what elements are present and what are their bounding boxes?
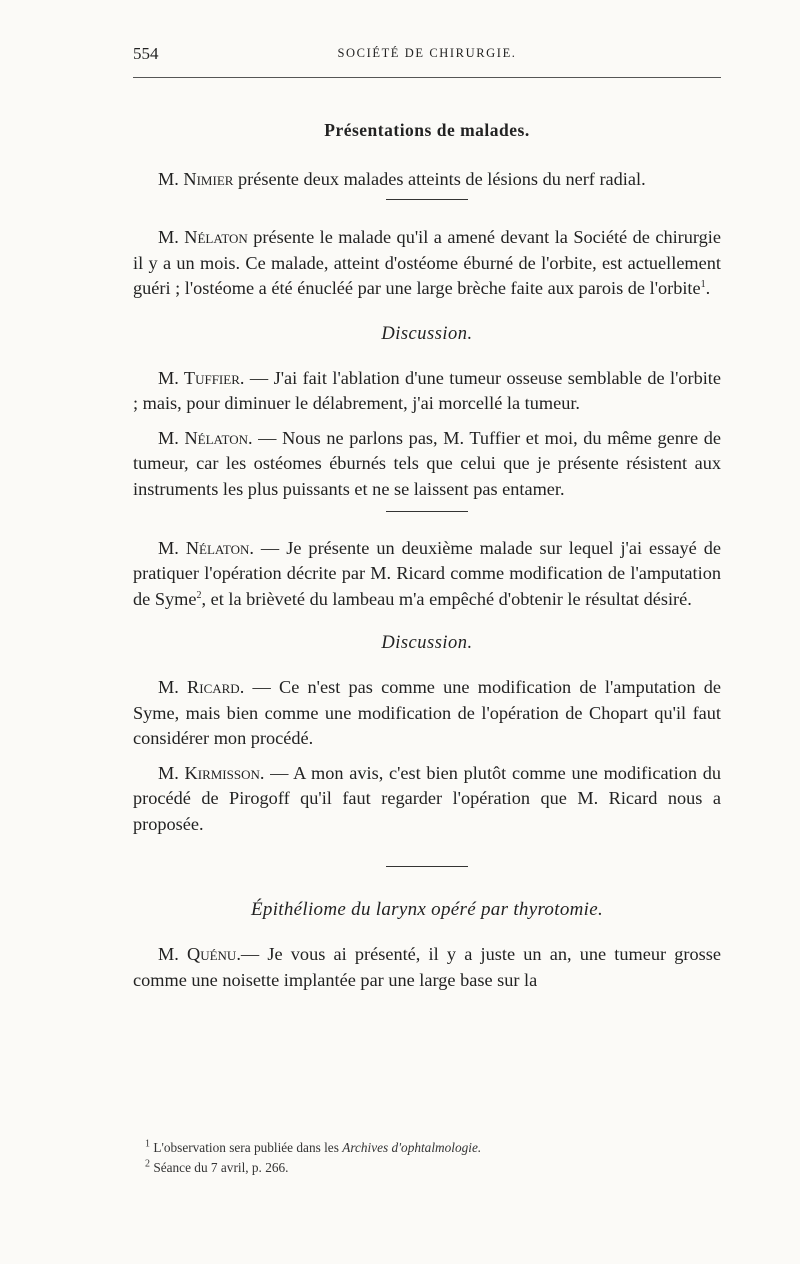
paragraph-kirmisson bbox=[133, 761, 721, 838]
footnote-1 bbox=[133, 1138, 721, 1158]
footnote-ref: 2 bbox=[196, 589, 202, 601]
speaker-name: M. Tuffier. bbox=[158, 367, 245, 388]
paragraph-text: — Je présente un deuxième malade sur lequel j'ai essayé de pratiquer l'opération décrite par M. Ricard comme modification de l'amputation de Syme bbox=[133, 537, 722, 609]
footnote-mark: 2 bbox=[145, 1158, 150, 1170]
paragraph-text: — Nous ne parlons pas, M. Tuffier et moi, du même genre de tumeur, car les ostéomes éburnés tels que celui que je présente résistent aux instruments les plus puissants et ne se laissent pas entamer. bbox=[133, 427, 721, 499]
speaker-name: M. Quénu. bbox=[158, 944, 241, 965]
paragraph-text: présente deux malades atteints de lésions du nerf radial. bbox=[233, 168, 646, 189]
footnote-text: Séance du 7 avril, p. 266. bbox=[153, 1160, 289, 1175]
speaker-name: M. Nimier bbox=[158, 168, 234, 189]
speaker-name: M. Nélaton bbox=[158, 227, 248, 248]
running-head: SOCIÉTÉ DE CHIRURGIE. bbox=[337, 46, 517, 60]
page-number: 554 bbox=[133, 44, 159, 63]
paragraph-nelaton-2 bbox=[133, 426, 721, 503]
footnote-2 bbox=[133, 1158, 721, 1178]
footnote-mark: 1 bbox=[145, 1138, 150, 1150]
paragraph-tuffier bbox=[133, 366, 721, 417]
page-header bbox=[133, 44, 721, 74]
paragraph-text: présente le malade qu'il a amené devant la Société de chirurgie il y a un mois. Ce malade, atteint d'ostéome éburné de l'orbite, est actuellement guéri ; l'ostéome a été énucléé par une large brèche faite aux parois de l'orbite bbox=[133, 227, 721, 299]
footnotes bbox=[133, 1138, 721, 1178]
section-heading: Épithéliome du larynx opéré par thyrotomie. bbox=[250, 899, 603, 921]
paragraph-text: — Ce n'est pas comme une modification de l'amputation de Syme, mais bien comme une modification de l'opération de Chopart qu'il faut considérer mon procédé. bbox=[133, 676, 721, 749]
paragraph-end: . bbox=[705, 278, 711, 299]
paragraph-quenu bbox=[133, 942, 721, 993]
paragraph-nimier bbox=[133, 167, 721, 193]
paragraph-nelaton-1 bbox=[133, 225, 721, 302]
speaker-name: M. Kirmisson. bbox=[158, 762, 265, 783]
paragraph-ricard bbox=[133, 675, 721, 752]
speaker-name: M. Nélaton. bbox=[158, 427, 253, 448]
footnote-italic: Archives d'ophtalmologie. bbox=[342, 1140, 482, 1155]
footnote-text: L'observation sera publiée dans les bbox=[153, 1140, 343, 1155]
paragraph-nelaton-3 bbox=[133, 536, 721, 613]
section-title: Présentations de malades. bbox=[324, 120, 530, 140]
footnote-ref: 1 bbox=[700, 279, 706, 291]
paragraph-text: — J'ai fait l'ablation d'une tumeur osseuse semblable de l'orbite ; mais, pour diminuer le délabrement, j'ai morcellé la tumeur. bbox=[133, 367, 722, 414]
paragraph-text: — A mon avis, c'est bien plutôt comme une modification du procédé de Pirogoff qu'il faut regarder l'opération que M. Ricard nous a proposée. bbox=[133, 762, 721, 834]
header-rule bbox=[133, 77, 721, 78]
speaker-name: M. Ricard. bbox=[158, 676, 245, 697]
speaker-name: M. Nélaton. bbox=[158, 537, 254, 558]
discussion-heading: Discussion. bbox=[381, 323, 473, 344]
paragraph-text: — Je vous ai présenté, il y a juste un an, une tumeur grosse comme une noisette implantée par une large base sur la bbox=[133, 944, 721, 990]
discussion-heading: Discussion. bbox=[381, 633, 473, 654]
page-body bbox=[133, 118, 721, 993]
paragraph-end: , et la brièveté du lambeau m'a empêché d'obtenir le résultat désiré. bbox=[201, 588, 692, 609]
